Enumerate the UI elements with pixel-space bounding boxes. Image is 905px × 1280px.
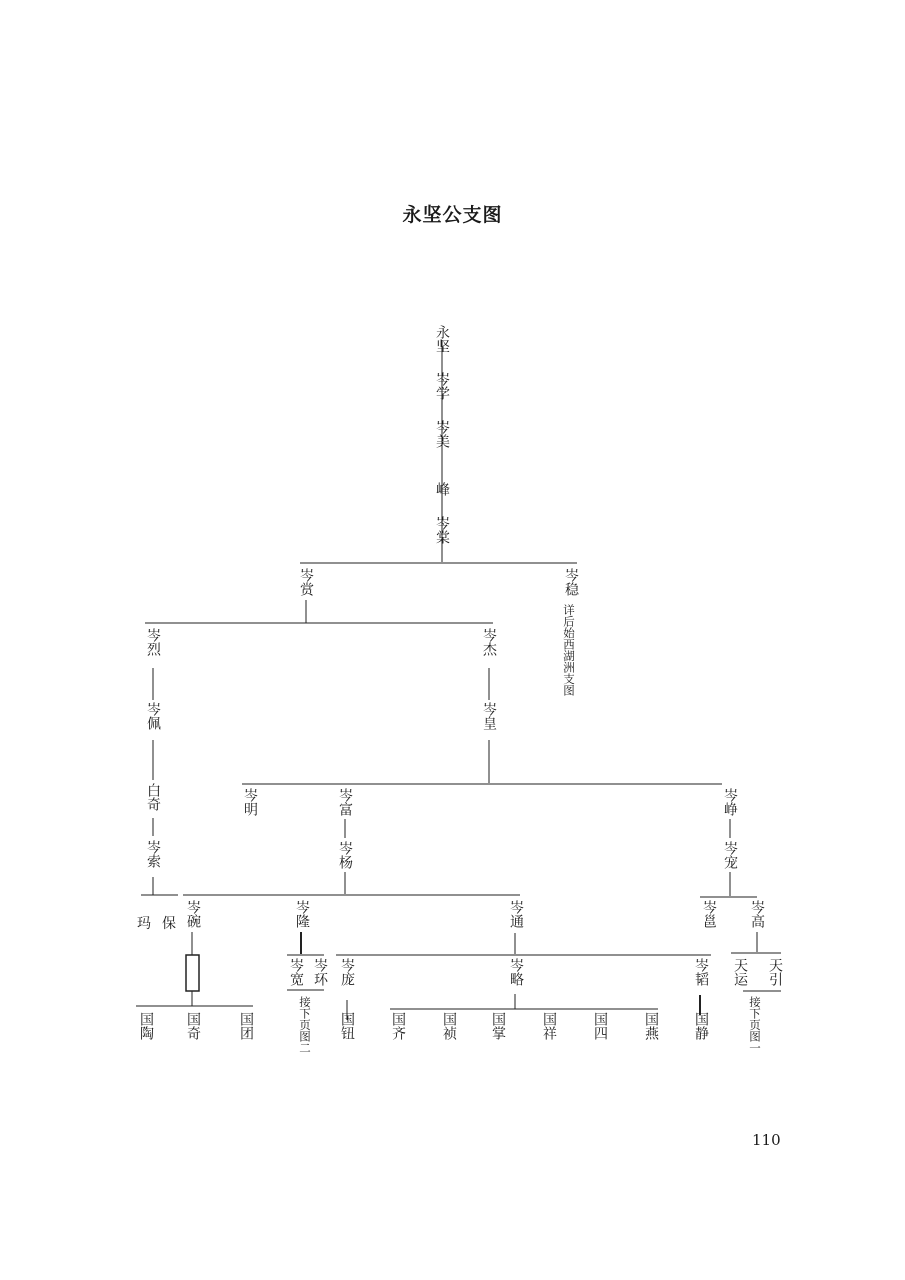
person-node: 岑高 (749, 900, 765, 928)
person-node: 国祯 (441, 1012, 457, 1040)
person-node: 国团 (238, 1012, 254, 1040)
person-node: 岑烈 (145, 628, 161, 656)
person-node: 岑宠 (722, 841, 738, 869)
person-node: 岑庞 (339, 958, 355, 986)
person-node: 岑杨 (337, 841, 353, 869)
branch-note: 详后始西湖洲支图 (562, 604, 576, 696)
person-node: 岑韬 (693, 958, 709, 986)
person-node: 岑稳 (563, 568, 579, 596)
person-node: 岑碗 (185, 900, 201, 928)
person-node: 岑棠 (434, 516, 450, 544)
person-node: 国钮 (339, 1012, 355, 1040)
person-node: 岑佩 (145, 702, 161, 730)
next-page-note: 接下页图一 (748, 996, 762, 1054)
person-node: 岑富 (337, 788, 353, 816)
person-node: 岑明 (242, 788, 258, 816)
person-node: 岑略 (508, 958, 524, 986)
person-node: 岑通 (508, 900, 524, 928)
person-node: 岑隆 (294, 900, 310, 928)
person-node: 天运 (732, 958, 748, 986)
person-node: 永坚 (434, 325, 450, 353)
person-node: 国掌 (490, 1012, 506, 1040)
person-node: 国燕 (643, 1012, 659, 1040)
person-node: 岑学 (434, 372, 450, 400)
person-node: 峰 (434, 482, 450, 496)
person-node: 岑杰 (481, 628, 497, 656)
person-node: 国陶 (138, 1012, 154, 1040)
page-title: 永坚公支图 (402, 204, 503, 226)
person-node: 岑宽 (288, 958, 304, 986)
person-node: 国齐 (390, 1012, 406, 1040)
person-node: 天引 (767, 958, 783, 986)
person-node: 岑美 (434, 420, 450, 448)
person-node: 国四 (592, 1012, 608, 1040)
person-node: 玛 (137, 916, 151, 932)
person-node: 岑皇 (481, 702, 497, 730)
person-node: 国奇 (185, 1012, 201, 1040)
person-node: 岑赏 (298, 568, 314, 596)
person-node: 国静 (693, 1012, 709, 1040)
person-node: 岑环 (312, 958, 328, 986)
person-node: 国祥 (541, 1012, 557, 1040)
next-page-note: 接下页图二 (298, 996, 312, 1054)
person-node: 岑邕 (701, 900, 717, 928)
person-node: 岑峥 (722, 788, 738, 816)
page-number: 110 (752, 1131, 781, 1149)
person-node: 岑索 (145, 840, 161, 868)
person-node: 保 (162, 916, 176, 932)
person-node: 白奇 (145, 783, 161, 811)
